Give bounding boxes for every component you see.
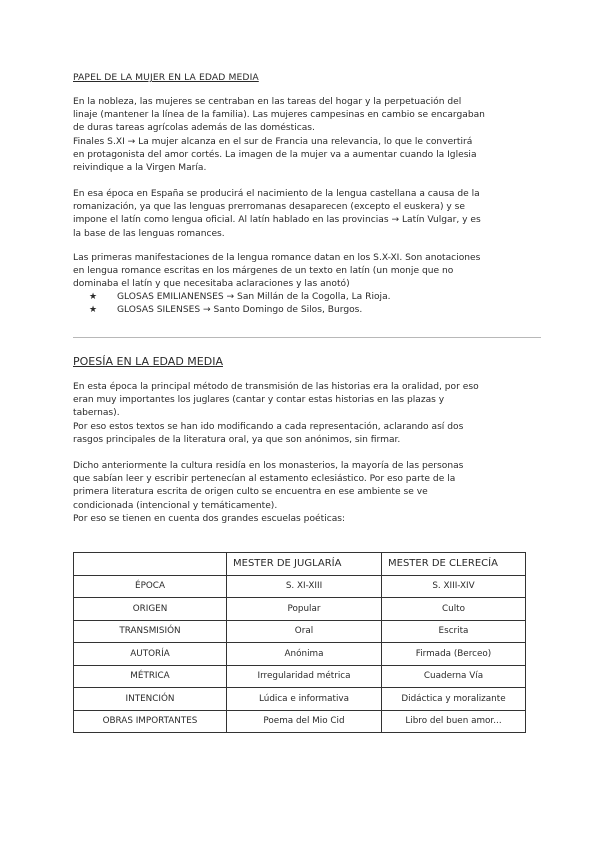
table-header-cell: MESTER DE CLERECÍA <box>382 553 526 576</box>
text-line: En esta época la principal método de transmisión de las historias era la oralidad, por eso <box>73 382 479 392</box>
star-bullet-icon: ★ <box>89 292 98 302</box>
section-title-poesia: POESÍA EN LA EDAD MEDIA <box>73 355 223 368</box>
table-cell: Escrita <box>382 620 526 643</box>
table-row-label: TRANSMISIÓN <box>74 620 227 643</box>
table-row-label: ÉPOCA <box>74 575 227 598</box>
text-line: primera literatura escrita de origen culto se encuentra en ese ambiente se ve <box>73 487 428 498</box>
table-row-label: MÉTRICA <box>74 665 227 688</box>
paragraph-manifestaciones <box>73 252 543 292</box>
table-cell: Firmada (Berceo) <box>382 643 526 666</box>
table-cell: Poema del Mio Cid <box>227 710 382 733</box>
text-line: condicionada (intencional y temáticamente). <box>73 500 278 511</box>
text-line: rasgos principales de la literatura oral, ya que son anónimos, sin firmar. <box>73 434 401 445</box>
table-row <box>74 620 526 643</box>
table-row <box>74 598 526 621</box>
list-item <box>73 291 391 304</box>
table-cell: Popular <box>227 598 382 621</box>
paragraph-lengua-castellana <box>73 188 543 241</box>
text-line: En la nobleza, las mujeres se centraban en las tareas del hogar y la perpetuación del <box>73 97 462 107</box>
text-line: dominaba el latín y que necesitaba aclaraciones y las anotó) <box>73 279 350 290</box>
text-line: romanización, ya que las lenguas prerromanas desaparecen (excepto el euskera) y se <box>73 202 465 213</box>
paragraph-oralidad <box>73 381 543 447</box>
text-line: En esa época en España se producirá el nacimiento de la lengua castellana a causa de la <box>73 189 480 199</box>
table-cell: S. XI-XIII <box>227 575 382 598</box>
table-cell: Irregularidad métrica <box>227 665 382 688</box>
table-row <box>74 643 526 666</box>
text-line: tabernas). <box>73 408 120 419</box>
table-cell: Cuaderna Vía <box>382 665 526 688</box>
text-line: Las primeras manifestaciones de la lengua romance datan en los S.X-XI. Son anotaciones <box>73 253 481 263</box>
text-line: reivindique a la Virgen María. <box>73 163 207 174</box>
table-cell: Oral <box>227 620 382 643</box>
table-row-label: OBRAS IMPORTANTES <box>74 710 227 733</box>
paragraph-monasterios <box>73 460 543 526</box>
list-item-text: GLOSAS EMILIANENSES → San Millán de la Cogolla, La Rioja. <box>117 292 391 302</box>
star-bullet-icon: ★ <box>89 305 98 316</box>
text-line: Por eso se tienen en cuenta dos grandes escuelas poéticas: <box>73 513 346 524</box>
text-line: la base de las lenguas romances. <box>73 228 225 239</box>
text-line: que sabían leer y escribir pertenecían al estamento eclesiástico. Por eso parte de la <box>73 474 456 485</box>
table-row <box>74 575 526 598</box>
glosas-list <box>73 291 391 317</box>
table-cell: Lúdica e informativa <box>227 688 382 711</box>
text-line: Por eso estos textos se han ido modificando a cada representación, aclarando así dos <box>73 421 464 432</box>
table-header-row <box>74 553 526 576</box>
mester-comparison-table <box>73 552 526 733</box>
list-item-text: GLOSAS SILENSES → Santo Domingo de Silos, Burgos. <box>117 305 363 316</box>
text-line: Finales S.XI → La mujer alcanza en el sur de Francia una relevancia, lo que le convertirá <box>73 136 473 147</box>
table-row-label: ORIGEN <box>74 598 227 621</box>
table-cell: Didáctica y moralizante <box>382 688 526 711</box>
table-row <box>74 665 526 688</box>
text-line: en protagonista del amor cortés. La imagen de la mujer va a aumentar cuando la Iglesia <box>73 149 477 160</box>
table-header-cell <box>74 553 227 576</box>
table-cell: S. XIII-XIV <box>382 575 526 598</box>
text-line: impone el latín como lengua oficial. Al latín hablado en las provincias → Latín Vulgar, y es <box>73 215 481 226</box>
table-row-label: INTENCIÓN <box>74 688 227 711</box>
text-line: de duras tareas agrícolas además de las domésticas. <box>73 123 315 134</box>
text-line: eran muy importantes los juglares (cantar y contar estas historias en las plazas y <box>73 395 445 406</box>
paragraph-nobleza <box>73 96 543 175</box>
table-header-cell: MESTER DE JUGLARÍA <box>227 553 382 576</box>
table-row <box>74 688 526 711</box>
table-cell: Anónima <box>227 643 382 666</box>
section-title-papel-mujer: PAPEL DE LA MUJER EN LA EDAD MEDIA <box>73 72 259 83</box>
text-line: Dicho anteriormente la cultura residía en los monasterios, la mayoría de las personas <box>73 461 464 471</box>
list-item <box>73 304 391 317</box>
table-cell: Libro del buen amor... <box>382 710 526 733</box>
text-line: linaje (mantener la línea de la familia). Las mujeres campesinas en cambio se encargaban <box>73 110 485 121</box>
text-line: en lengua romance escritas en los márgenes de un texto en latín (un monje que no <box>73 266 454 277</box>
table-cell: Culto <box>382 598 526 621</box>
horizontal-divider <box>73 337 541 338</box>
table-row <box>74 710 526 733</box>
table-row-label: AUTORÍA <box>74 643 227 666</box>
